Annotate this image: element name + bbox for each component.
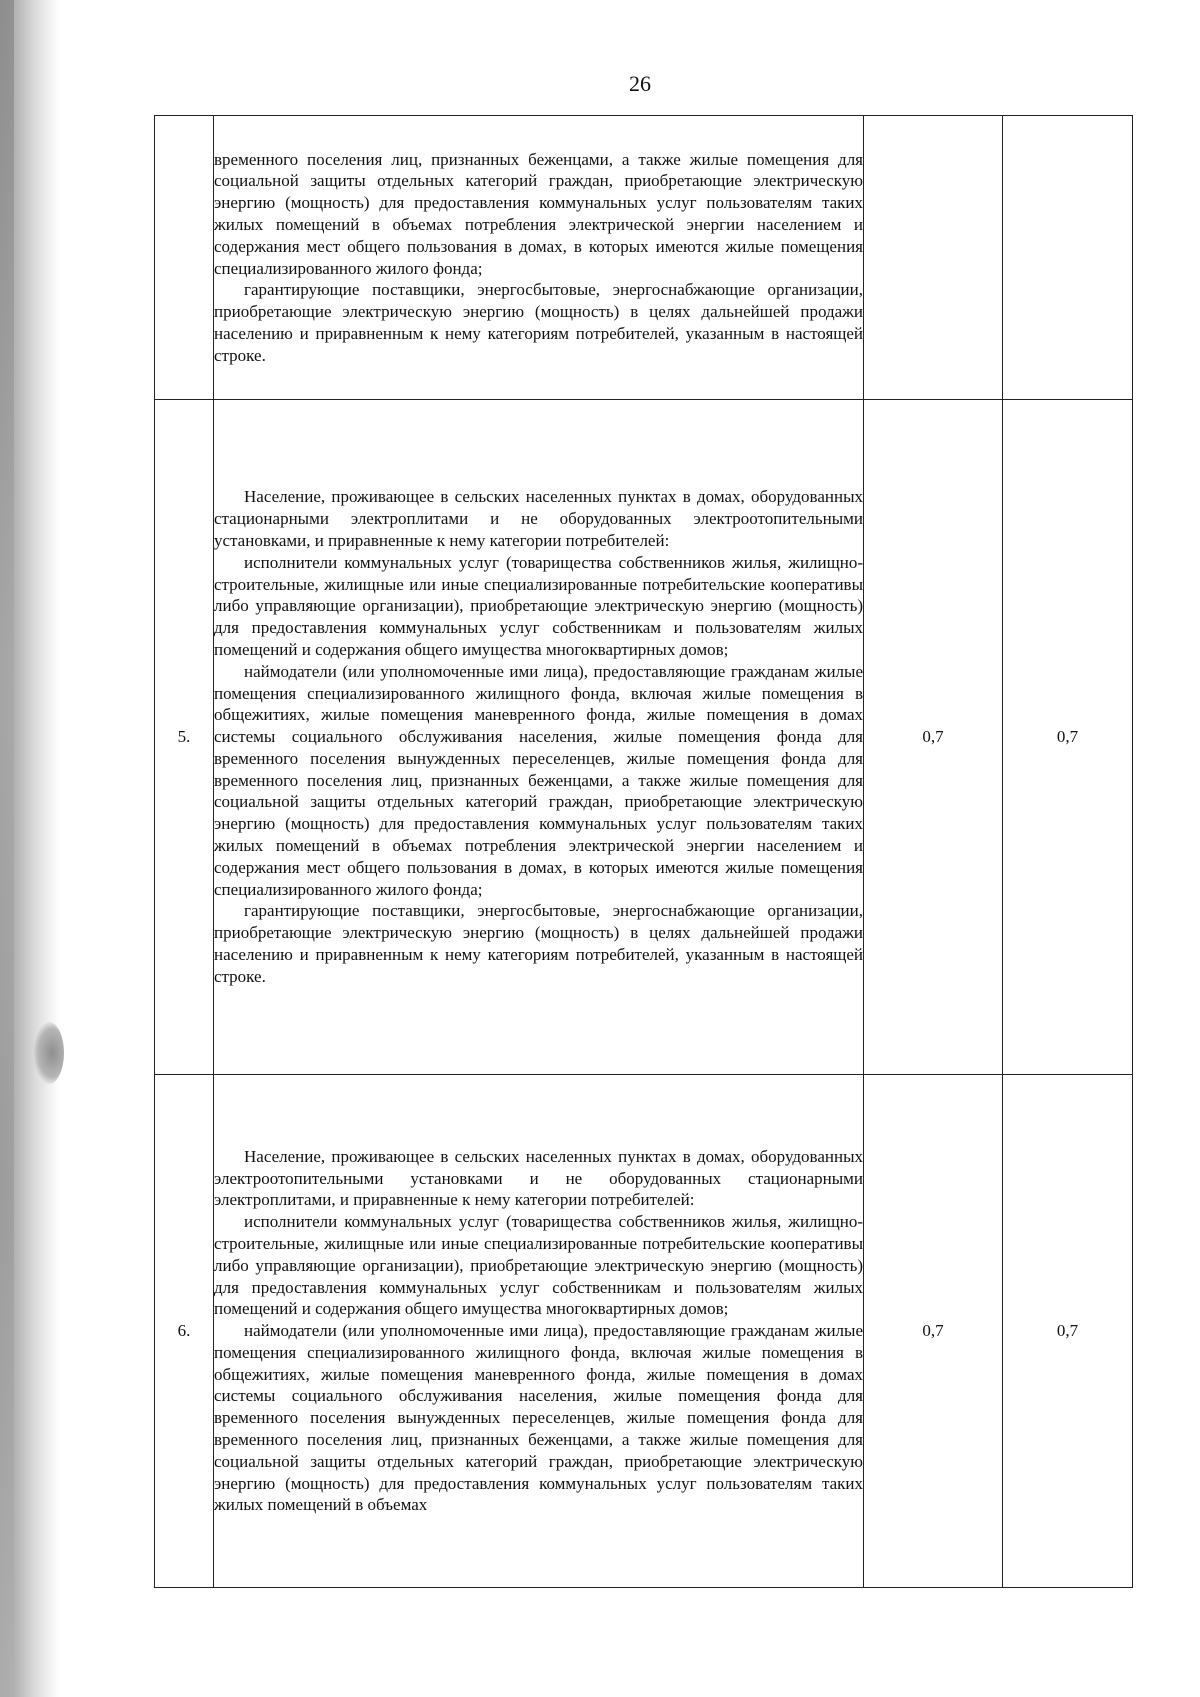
row-number [155, 116, 214, 400]
scan-dark-strip [0, 0, 14, 1697]
coefficient-value-1: 0,7 [864, 400, 1003, 1075]
paragraph: временного поселения лиц, признанных беженцами, а также жилые помещения для социальной защиты отдельных категорий граждан, приобретающие электрическую энергию (мощность) для предоставления коммунальных услуг пользователям таких жилых помещений в объемах потребления электрической энергии населением и содержания мест общего пользования в домах, в которых имеются жилые помещения специализированного жилого фонда; [214, 149, 863, 278]
paragraph: исполнители коммунальных услуг (товарищества собственников жилья, жилищно-строительные, жилищные или иные специализированные потребительские кооперативы либо управляющие организации), приобретающие электрическую энергию (мощность) для предоставления коммунальных услуг собственникам и пользователям жилых помещений и содержания общего имущества многоквартирных домов; [214, 1212, 863, 1319]
paragraph: гарантирующие поставщики, энергосбытовые, энергоснабжающие организации, приобретающие электрическую энергию (мощность) в целях дальнейшей продажи населению и приравненным к нему категориям потребителей, указанным в настоящей строке. [214, 280, 863, 365]
table-row [155, 400, 1133, 1075]
coefficient-value-2: 0,7 [1003, 400, 1133, 1075]
paragraph: наймодатели (или уполномоченные ими лица), предоставляющие гражданам жилые помещения специализированного жилищного фонда, включая жилые помещения в общежитиях, жилые помещения маневренного фонда, жилые помещения в домах системы социального обслуживания населения, жилые помещения фонда для временного поселения вынужденных переселенцев, жилые помещения фонда для временного поселения лиц, признанных беженцами, а также жилые помещения для социальной защиты отдельных категорий граждан, приобретающие электрическую энергию (мощность) для предоставления коммунальных услуг пользователям таких жилых помещений в объемах потребления электрической энергии населением и содержания мест общего пользования в домах, в которых имеются жилые помещения специализированного жилого фонда; [214, 661, 863, 899]
tariff-table [154, 115, 1133, 1588]
table-row [155, 1075, 1133, 1588]
coefficient-value-1 [864, 116, 1003, 400]
coefficient-value-2: 0,7 [1003, 1075, 1133, 1588]
paragraph: Население, проживающее в сельских населенных пунктах в домах, оборудованных электроотопительными установками и не оборудованных стационарными электроплитами, и приравненные к нему категории потребителей: [214, 1146, 863, 1210]
row-number: 6. [155, 1075, 214, 1588]
row-description [214, 116, 864, 400]
row-description [214, 1075, 864, 1588]
page-number: 26 [629, 71, 651, 96]
coefficient-value-1: 0,7 [864, 1075, 1003, 1588]
paragraph: наймодатели (или уполномоченные ими лица), предоставляющие гражданам жилые помещения специализированного жилищного фонда, включая жилые помещения в общежитиях, жилые помещения маневренного фонда, жилые помещения в домах системы социального обслуживания населения, жилые помещения фонда для временного поселения вынужденных переселенцев, жилые помещения фонда для временного поселения лиц, признанных беженцами, а также жилые помещения для социальной защиты отдельных категорий граждан, приобретающие электрическую энергию (мощность) для предоставления коммунальных услуг пользователям таких жилых помещений в объемах [214, 1321, 863, 1515]
paragraph: Население, проживающее в сельских населенных пунктах в домах, оборудованных стационарными электроплитами и не оборудованных электроотопительными установками, и приравненные к нему категории потребителей: [214, 487, 863, 550]
table-row [155, 116, 1133, 400]
row-description [214, 400, 864, 1075]
coefficient-value-2 [1003, 116, 1133, 400]
paragraph: гарантирующие поставщики, энергосбытовые, энергоснабжающие организации, приобретающие электрическую энергию (мощность) в целях дальнейшей продажи населению и приравненным к нему категориям потребителей, указанным в настоящей строке. [214, 901, 863, 986]
punch-hole-mark [34, 1022, 64, 1084]
paragraph: исполнители коммунальных услуг (товарищества собственников жилья, жилищно-строительные, жилищные или иные специализированные потребительские кооперативы либо управляющие организации), приобретающие электрическую энергию (мощность) для предоставления коммунальных услуг собственникам и пользователям жилых помещений и содержания общего имущества многоквартирных домов; [214, 552, 863, 659]
row-number: 5. [155, 400, 214, 1075]
